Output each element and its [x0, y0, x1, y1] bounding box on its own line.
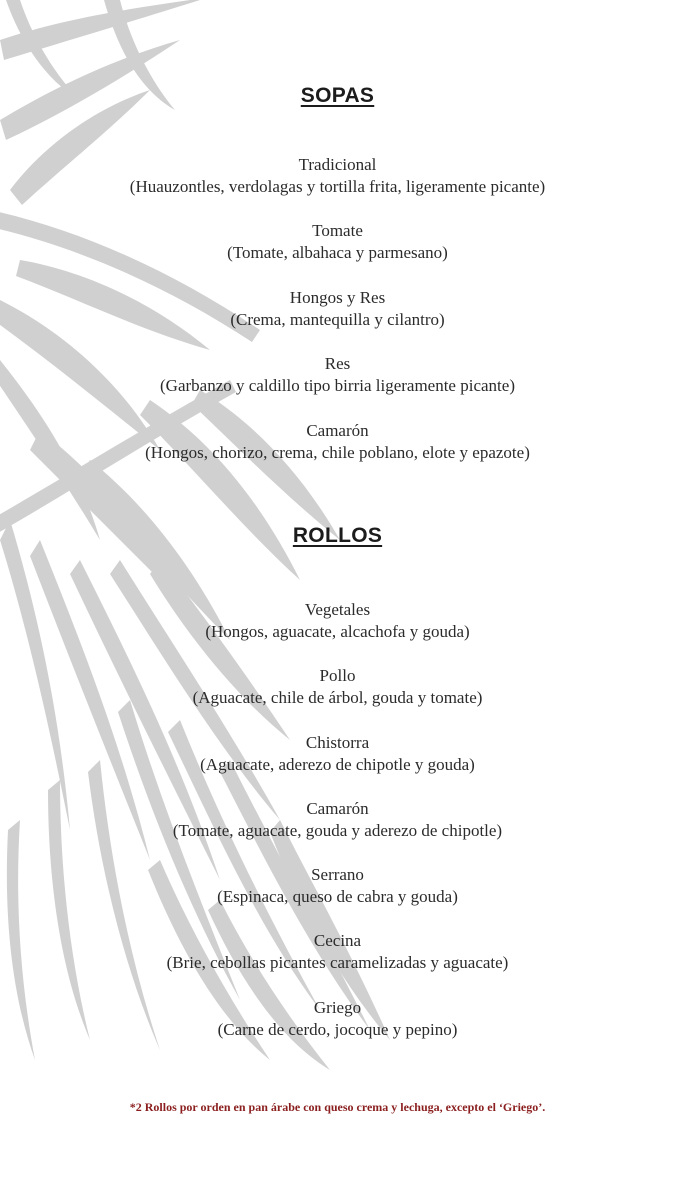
- item-name: Camarón: [306, 799, 369, 818]
- section-title-rollos: ROLLOS: [292, 524, 383, 547]
- item-name: Camarón: [306, 421, 369, 440]
- menu-item: [0, 665, 675, 709]
- item-description: (Garbanzo y caldillo tipo birria ligeramente picante): [160, 376, 515, 395]
- menu-item: [0, 287, 675, 331]
- menu-item: [0, 732, 675, 776]
- item-description: (Crema, mantequilla y cilantro): [230, 310, 445, 329]
- item-description: (Brie, cebollas picantes caramelizadas y aguacate): [166, 953, 509, 972]
- item-name: Cecina: [313, 931, 362, 950]
- menu-item: [0, 930, 675, 974]
- menu-item: [0, 353, 675, 397]
- item-name: Tradicional: [298, 155, 377, 174]
- item-description: (Aguacate, chile de árbol, gouda y tomate): [192, 688, 483, 707]
- menu-item: [0, 220, 675, 264]
- menu-item: [0, 798, 675, 842]
- menu-item: [0, 420, 675, 464]
- menu-item: [0, 599, 675, 643]
- item-name: Pollo: [319, 666, 356, 685]
- item-description: (Tomate, aguacate, gouda y aderezo de chipotle): [172, 821, 503, 840]
- menu-item: [0, 154, 675, 198]
- item-name: Chistorra: [305, 733, 370, 752]
- menu-item: [0, 997, 675, 1041]
- item-description: (Aguacate, aderezo de chipotle y gouda): [200, 755, 475, 774]
- footnote: *2 Rollos por orden en pan árabe con queso crema y lechuga, excepto el ‘Griego’.: [129, 1100, 546, 1114]
- menu-item: [0, 864, 675, 908]
- item-description: (Carne de cerdo, jocoque y pepino): [217, 1020, 458, 1039]
- item-name: Res: [324, 354, 351, 373]
- item-name: Vegetales: [304, 600, 371, 619]
- item-description: (Huauzontles, verdolagas y tortilla frita, ligeramente picante): [129, 177, 546, 196]
- item-description: (Tomate, albahaca y parmesano): [227, 243, 448, 262]
- item-name: Griego: [313, 998, 362, 1017]
- item-description: (Hongos, aguacate, alcachofa y gouda): [205, 622, 470, 641]
- item-name: Hongos y Res: [289, 288, 386, 307]
- item-name: Tomate: [312, 221, 363, 240]
- item-description: (Espinaca, queso de cabra y gouda): [217, 887, 458, 906]
- item-name: Serrano: [311, 865, 364, 884]
- section-title-sopas: SOPAS: [300, 84, 375, 107]
- item-description: (Hongos, chorizo, crema, chile poblano, elote y epazote): [145, 443, 530, 462]
